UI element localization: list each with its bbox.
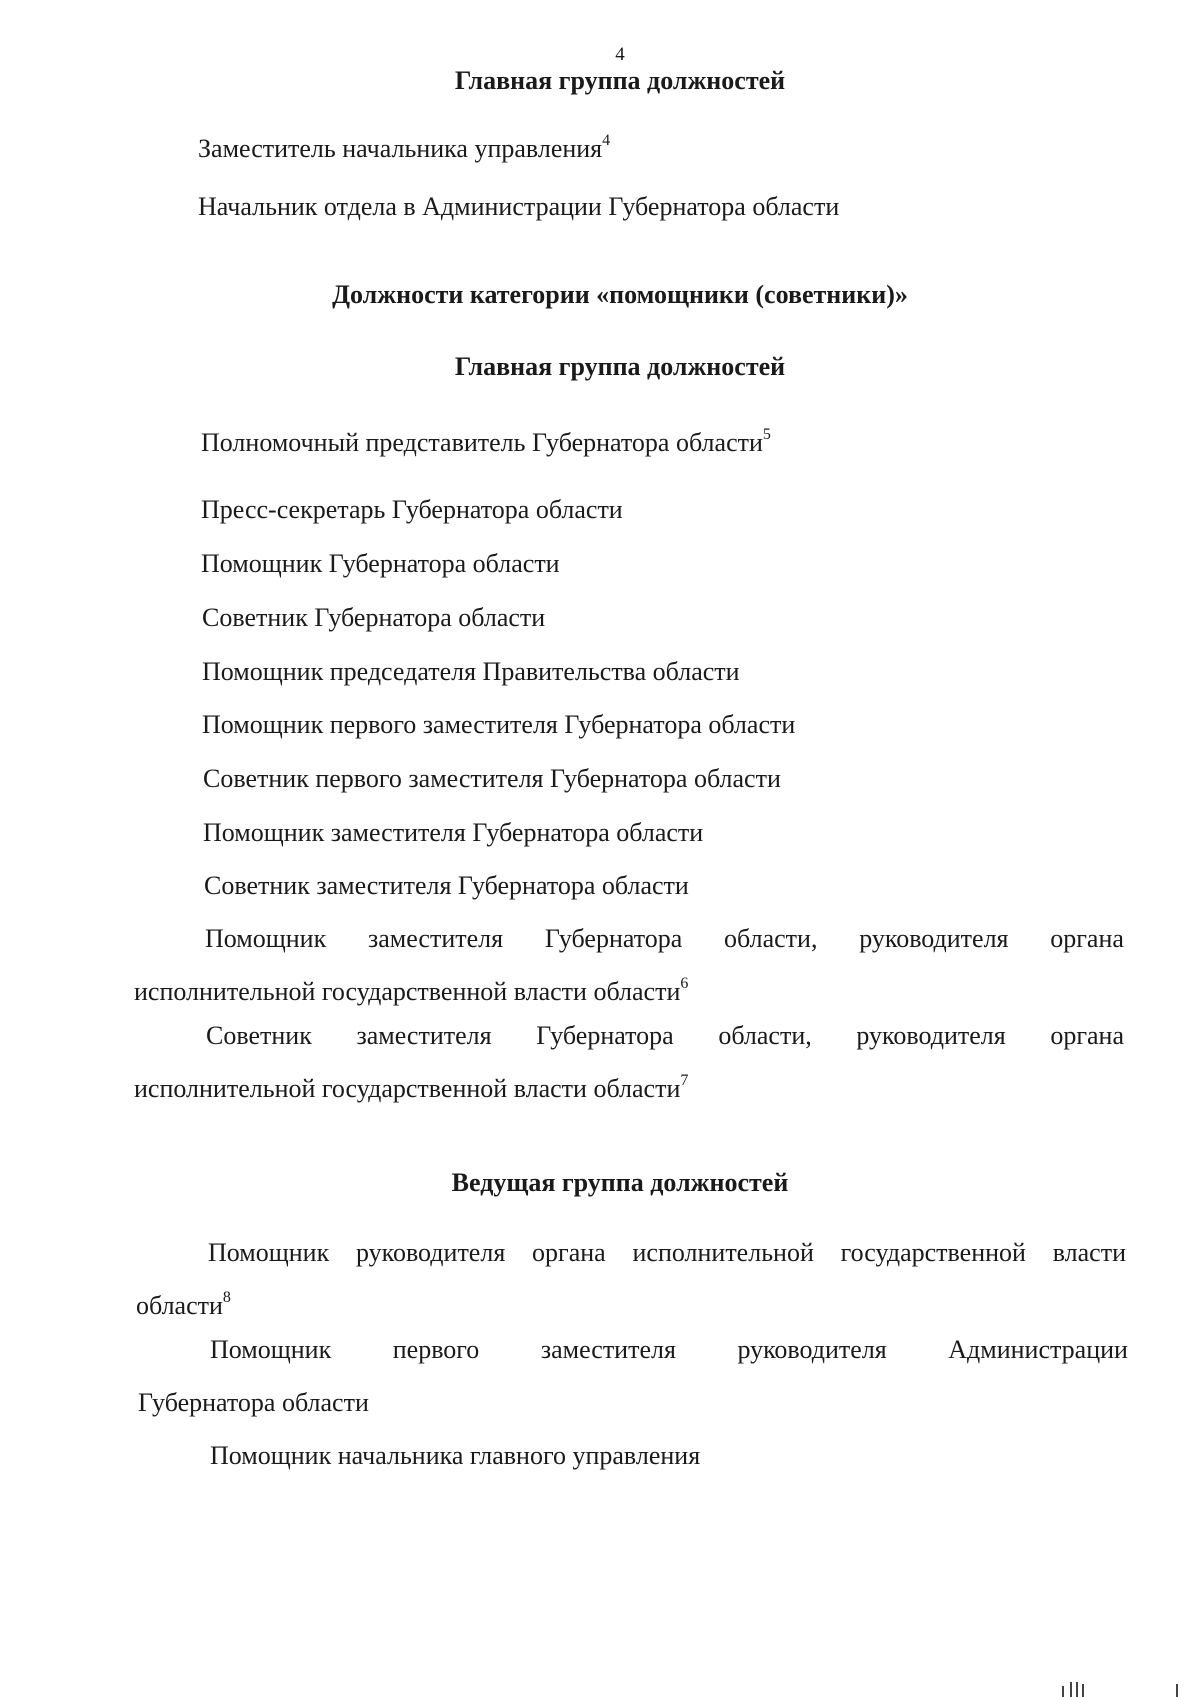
paragraph-first-line: [205, 926, 1124, 952]
paragraph-continuation: [134, 975, 689, 1006]
list-item: [204, 873, 689, 899]
list-item: [203, 766, 781, 792]
list-item-text: Советник заместителя Губернатора области: [204, 871, 689, 900]
list-item-text: Советник первого заместителя Губернатора области: [203, 764, 781, 793]
word: области,: [724, 924, 818, 953]
paragraph-first-line: [206, 1023, 1124, 1049]
word: руководителя: [737, 1335, 887, 1364]
paragraph-continuation: [138, 1390, 369, 1416]
list-item-text: Помощник начальника главного управления: [210, 1441, 701, 1470]
footnote-ref: 6: [680, 975, 689, 992]
word: первого: [392, 1335, 480, 1364]
list-item: [201, 551, 560, 577]
word: Губернатора: [544, 924, 683, 953]
paragraph: [138, 1337, 1128, 1417]
list-item-text: Помощник председателя Правительства области: [202, 657, 740, 686]
section-heading-main-group: Главная группа должностей: [454, 66, 786, 95]
section-heading-leading-group: Ведущая группа должностей: [451, 1168, 789, 1197]
footnote-ref: 8: [222, 1289, 231, 1306]
list-item: [202, 712, 795, 738]
word: Губернатора: [536, 1021, 674, 1050]
list-item-text: Помощник заместителя Губернатора области: [203, 818, 704, 847]
list-item-text: Пресс-секретарь Губернатора области: [201, 495, 623, 524]
scan-mark: [1076, 1682, 1078, 1697]
word: органа: [1050, 924, 1124, 953]
word: органа: [532, 1238, 606, 1267]
list-item: [203, 820, 703, 846]
word: области,: [718, 1021, 812, 1050]
continuation-text: Губернатора области: [138, 1388, 369, 1417]
list-item: [202, 605, 545, 631]
footnote-ref: 7: [680, 1072, 689, 1089]
word: руководителя: [355, 1238, 506, 1267]
footnote-ref: 4: [602, 132, 611, 149]
list-item: [198, 194, 839, 220]
word: заместителя: [356, 1021, 492, 1050]
word: Помощник: [205, 924, 327, 953]
word: государственной: [840, 1238, 1026, 1267]
section-heading-main-group: Главная группа должностей: [454, 352, 786, 381]
paragraph-continuation: [136, 1289, 231, 1320]
scan-mark: [1070, 1682, 1072, 1697]
list-item: [202, 659, 740, 685]
paragraph: [136, 1240, 1126, 1320]
list-item: [210, 1443, 700, 1469]
word: Администрации: [948, 1335, 1128, 1364]
continuation-text: области: [136, 1291, 223, 1320]
word: заместителя: [367, 924, 504, 953]
word: власти: [1052, 1238, 1126, 1267]
paragraph-first-line: [210, 1337, 1128, 1363]
paragraph-continuation: [134, 1072, 689, 1103]
word: органа: [1050, 1021, 1124, 1050]
list-item: [201, 497, 623, 523]
list-item-text: Помощник первого заместителя Губернатора области: [202, 710, 796, 739]
word: Помощник: [208, 1238, 330, 1267]
list-item-text: Заместитель начальника управления: [198, 134, 603, 163]
list-item-text: Помощник Губернатора области: [201, 549, 560, 578]
word: заместителя: [540, 1335, 676, 1364]
list-item-text: Советник Губернатора области: [202, 603, 546, 632]
word: Советник: [206, 1021, 312, 1050]
scan-mark: [1062, 1686, 1064, 1697]
continuation-text: исполнительной государственной власти области: [134, 977, 681, 1006]
continuation-text: исполнительной государственной власти области: [134, 1074, 681, 1103]
scan-mark: [1176, 1684, 1178, 1697]
scan-mark: [1082, 1684, 1084, 1697]
paragraph: [134, 926, 1124, 1006]
paragraph-first-line: [208, 1240, 1126, 1266]
list-item-text: Начальник отдела в Администрации Губернатора области: [198, 192, 840, 221]
section-heading-assistants-category: Должности категории «помощники (советники)»: [332, 280, 908, 309]
word: руководителя: [856, 1021, 1006, 1050]
word: Помощник: [210, 1335, 332, 1364]
page-number: 4: [615, 44, 625, 65]
list-item: [198, 132, 611, 163]
paragraph: [134, 1023, 1124, 1103]
list-item: [201, 426, 771, 457]
list-item-text: Полномочный представитель Губернатора области: [201, 428, 763, 457]
word: исполнительной: [632, 1238, 814, 1267]
word: руководителя: [859, 924, 1009, 953]
footnote-ref: 5: [762, 426, 771, 443]
